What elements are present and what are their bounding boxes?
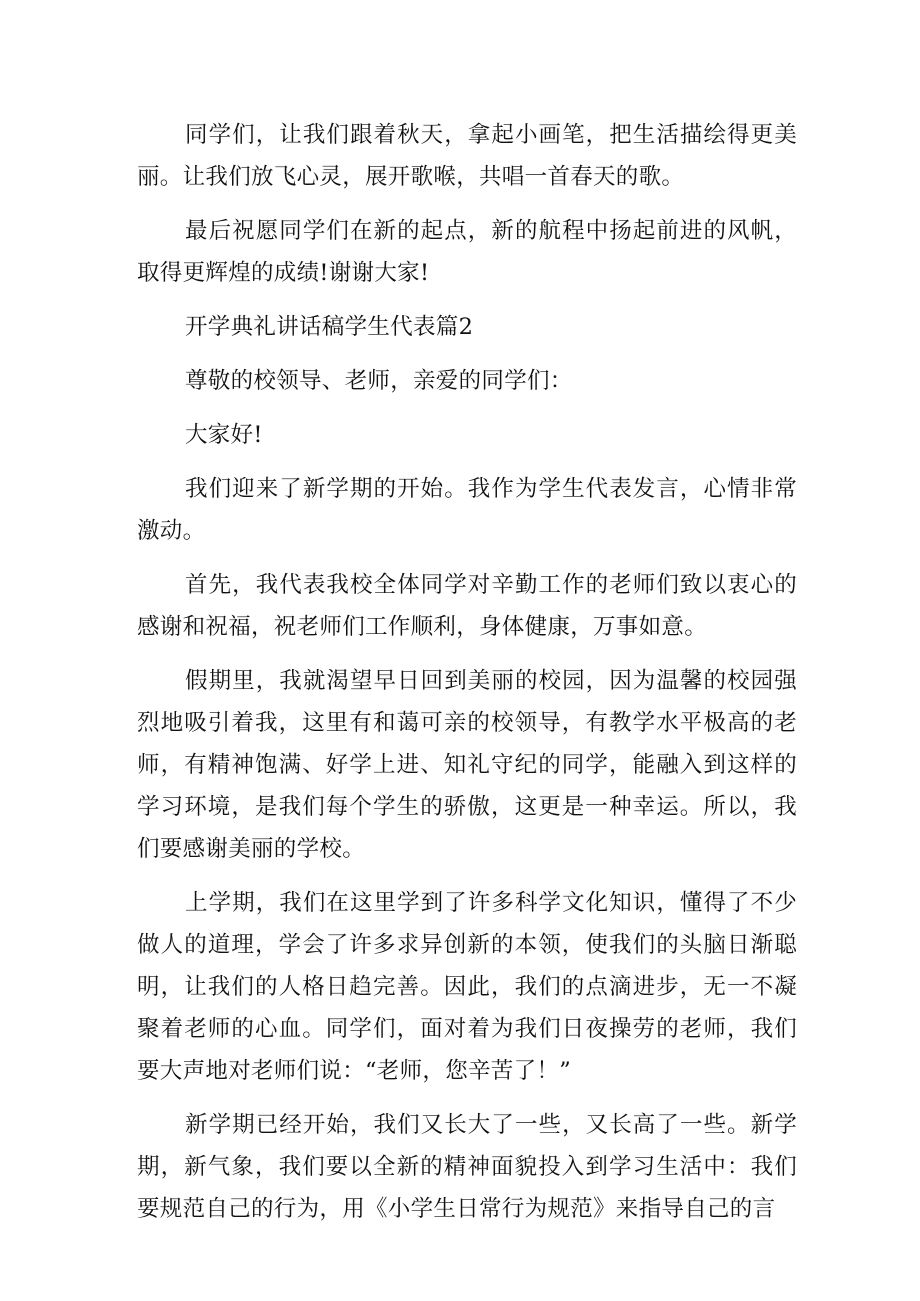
section-heading: 开学典礼讲话稿学生代表篇2 xyxy=(185,314,474,340)
paragraph-7: 首先，我代表我校全体同学对辛勤工作的老师们致以衷心的感谢和祝福，祝老师们工作顺利，身体健康，万事如意。 xyxy=(137,572,797,640)
paragraph-10: 新学期已经开始，我们又长大了一些，又长高了一些。新学期，新气象，我们要以全新的精神面貌投入到学习生活中：我们要规范自己的行为，用《小学生日常行为规范》来指导自己的言 xyxy=(137,1112,797,1222)
paragraph-2: 最后祝愿同学们在新的起点，新的航程中扬起前进的风帆，取得更辉煌的成绩!谢谢大家! xyxy=(137,218,797,286)
paragraph-1: 同学们，让我们跟着秋天，拿起小画笔，把生活描绘得更美丽。让我们放飞心灵，展开歌喉，共唱一首春天的歌。 xyxy=(137,122,797,190)
document-body xyxy=(137,114,797,1242)
paragraph-6: 我们迎来了新学期的开始。我作为学生代表发言，心情非常激动。 xyxy=(137,476,797,544)
paragraph-8: 假期里，我就渴望早日回到美丽的校园，因为温馨的校园强烈地吸引着我，这里有和蔼可亲的校领导，有教学水平极高的老师，有精神饱满、好学上进、知礼守纪的同学，能融入到这样的学习环境，是我们每个学生的骄傲，这更是一种幸运。所以，我们要感谢美丽的学校。 xyxy=(137,668,797,862)
greeting: 大家好! xyxy=(185,422,263,448)
salutation: 尊敬的校领导、老师，亲爱的同学们： xyxy=(185,368,573,394)
paragraph-9: 上学期，我们在这里学到了许多科学文化知识，懂得了不少做人的道理，学会了许多求异创新的本领，使我们的头脑日渐聪明，让我们的人格日趋完善。因此，我们的点滴进步，无一不凝聚着老师的心血。同学们，面对着为我们日夜操劳的老师，我们要大声地对老师们说：“老师，您辛苦了！” xyxy=(137,890,797,1084)
